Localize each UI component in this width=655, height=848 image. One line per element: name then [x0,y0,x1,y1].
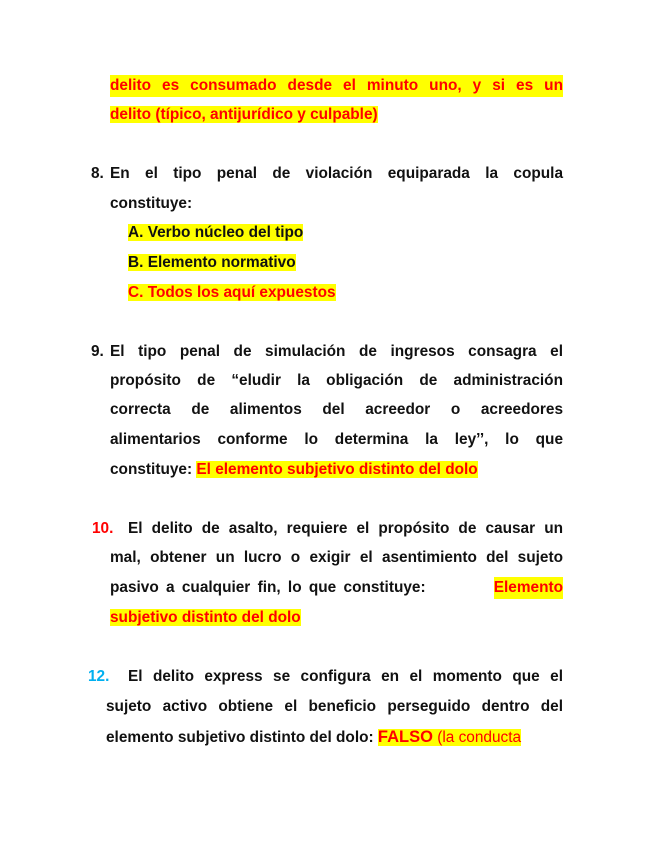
q9-line-2: propósito de “eludir la obligación de administración [110,372,563,389]
q8-option-b [128,252,296,274]
q8-option-c-text: Todos los aquí expuestos [147,284,336,301]
q10-line-3 [110,577,563,599]
q9-line-1: El tipo penal de simulación de ingresos consagra el [110,343,563,360]
q8-option-a-text: Verbo núcleo del tipo [147,224,304,241]
q9-line-4: alimentarios conforme lo determina la ley’’, lo que [110,431,563,448]
intro-line-2 [110,104,378,126]
intro-line-2-text: delito (típico, antijurídico y culpable) [110,106,378,123]
q8-line-1: En el tipo penal de violación equiparada la copula [110,165,563,182]
q10-answer-part-2: subjetivo distinto del dolo [110,609,301,626]
q8-number: 8. [91,165,104,182]
q12-answer-note: (la conducta [437,729,522,746]
q8-option-a [128,222,303,244]
q8-option-c [128,282,336,304]
q12-line-1: El delito express se configura en el momento que el [128,668,563,685]
q9-line-5-prefix: constituye: [110,461,193,478]
intro-line-1: delito es consumado desde el minuto uno, y si es un [110,75,563,97]
q12-line-2: sujeto activo obtiene el beneficio perseguido dentro del [106,698,563,715]
q8-option-b-letter: B. [128,254,144,271]
q9-line-3: correcta de alimentos del acreedor o acreedores [110,401,563,418]
q10-line-1: El delito de asalto, requiere el propósito de causar un [128,520,563,537]
q8-option-b-text: Elemento normativo [147,254,296,271]
q9-line-5 [110,459,478,481]
q10-line-4 [110,607,301,629]
q8-option-c-letter: C. [128,284,144,301]
q9-answer: El elemento subjetivo distinto del dolo [196,461,478,478]
q10-line-3-prefix: pasivo a cualquier fin, lo que constituye: [110,579,426,596]
q8-line-2: constituye: [110,195,193,212]
q12-line-3 [106,726,521,748]
q12-number: 12. [88,668,110,685]
q12-answer: FALSO [377,728,433,746]
q10-line-2: mal, obtener un lucro o exigir el asentimiento del sujeto [110,549,563,566]
q10-answer-part-1: Elemento [494,577,563,599]
q12-line-3-prefix: elemento subjetivo distinto del dolo: [106,729,374,746]
q9-number: 9. [91,343,104,360]
q10-number: 10. [92,520,114,537]
q8-option-a-letter: A. [128,224,144,241]
